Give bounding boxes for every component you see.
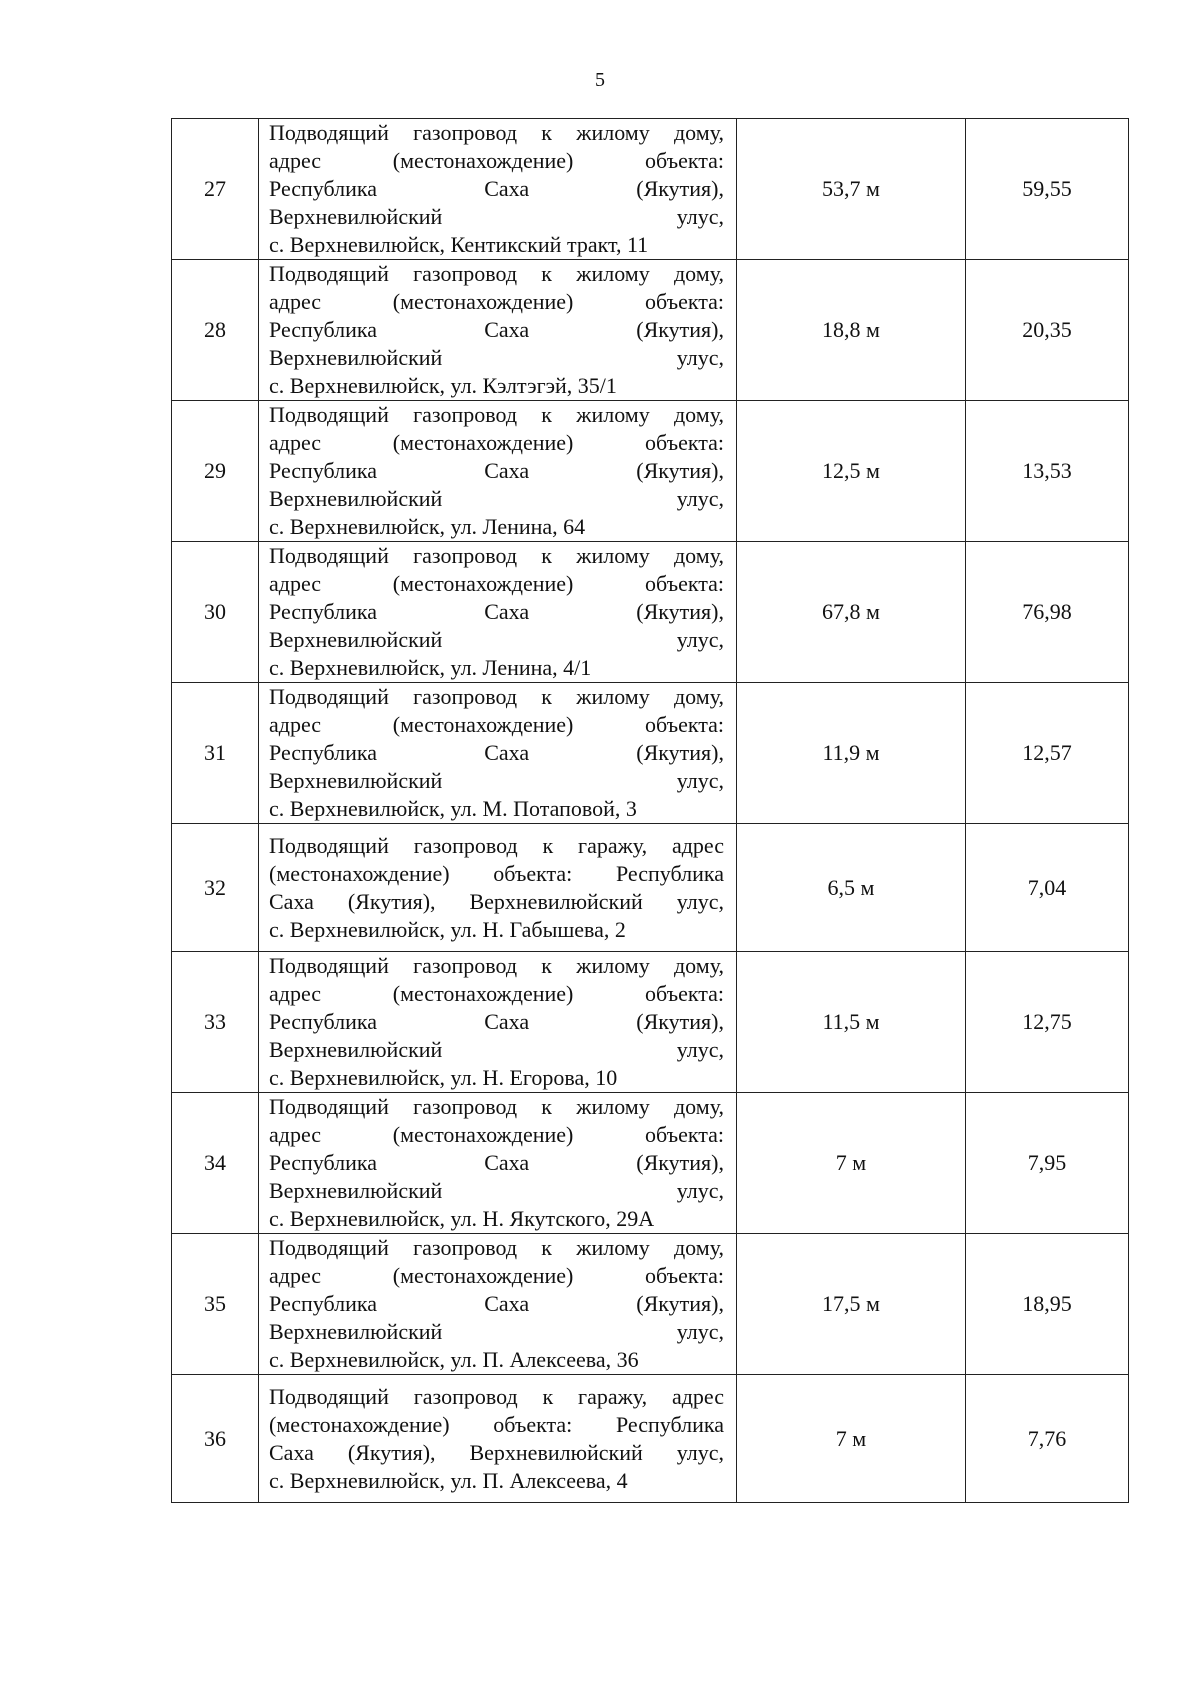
description-line: Республика Саха (Якутия), xyxy=(269,1291,724,1316)
row-number-cell: 33 xyxy=(172,952,259,1093)
description-line: Республика Саха (Якутия), xyxy=(269,317,724,342)
description-line: адрес (местонахождение) объекта: xyxy=(269,148,724,173)
table-row xyxy=(172,683,1129,824)
description-line: Верхневилюйский улус, xyxy=(269,768,724,793)
object-description-cell xyxy=(259,824,737,952)
table-row xyxy=(172,260,1129,401)
description-line: Подводящий газопровод к гаражу, адрес xyxy=(269,832,724,858)
length-cell: 7 м xyxy=(737,1093,966,1234)
description-line: с. Верхневилюйск, ул. Ленина, 4/1 xyxy=(269,655,592,680)
row-number-cell: 32 xyxy=(172,824,259,952)
description-line: с. Верхневилюйск, ул. М. Потаповой, 3 xyxy=(269,796,637,821)
description-line: Подводящий газопровод к жилому дому, xyxy=(269,543,724,568)
table-row xyxy=(172,952,1129,1093)
value-cell: 7,76 xyxy=(966,1375,1129,1503)
row-number-cell: 29 xyxy=(172,401,259,542)
object-description-cell xyxy=(259,1093,737,1234)
table-body xyxy=(172,119,1129,1503)
table-row xyxy=(172,542,1129,683)
description-line: адрес (местонахождение) объекта: xyxy=(269,289,724,314)
object-description-cell xyxy=(259,1234,737,1375)
description-line: Саха (Якутия), Верхневилюйский улус, xyxy=(269,888,724,914)
description-line: Подводящий газопровод к жилому дому, xyxy=(269,402,724,427)
description-line: Верхневилюйский улус, xyxy=(269,345,724,370)
value-cell: 59,55 xyxy=(966,119,1129,260)
length-cell: 11,9 м xyxy=(737,683,966,824)
description-line: с. Верхневилюйск, ул. Н. Габышева, 2 xyxy=(269,916,626,942)
table-row xyxy=(172,824,1129,952)
description-line: с. Верхневилюйск, ул. П. Алексеева, 4 xyxy=(269,1467,628,1493)
description-line: Республика Саха (Якутия), xyxy=(269,458,724,483)
object-description-cell xyxy=(259,952,737,1093)
row-number-cell: 31 xyxy=(172,683,259,824)
value-cell: 13,53 xyxy=(966,401,1129,542)
description-line: адрес (местонахождение) объекта: xyxy=(269,712,724,737)
row-number-cell: 36 xyxy=(172,1375,259,1503)
row-number-cell: 30 xyxy=(172,542,259,683)
description-line: с. Верхневилюйск, ул. Н. Егорова, 10 xyxy=(269,1065,618,1090)
row-number-cell: 34 xyxy=(172,1093,259,1234)
table-row xyxy=(172,1093,1129,1234)
description-line: Подводящий газопровод к жилому дому, xyxy=(269,684,724,709)
length-cell: 17,5 м xyxy=(737,1234,966,1375)
description-line: Саха (Якутия), Верхневилюйский улус, xyxy=(269,1439,724,1465)
description-line: Республика Саха (Якутия), xyxy=(269,176,724,201)
description-line: (местонахождение) объекта: Республика xyxy=(269,1411,724,1437)
length-cell: 18,8 м xyxy=(737,260,966,401)
description-line: Верхневилюйский улус, xyxy=(269,204,724,229)
description-line: с. Верхневилюйск, ул. Ленина, 64 xyxy=(269,514,586,539)
length-cell: 53,7 м xyxy=(737,119,966,260)
value-cell: 7,95 xyxy=(966,1093,1129,1234)
description-line: Подводящий газопровод к жилому дому, xyxy=(269,261,724,286)
description-line: Верхневилюйский улус, xyxy=(269,1319,724,1344)
length-cell: 12,5 м xyxy=(737,401,966,542)
description-line: (местонахождение) объекта: Республика xyxy=(269,860,724,886)
table-row xyxy=(172,1375,1129,1503)
length-cell: 7 м xyxy=(737,1375,966,1503)
description-line: Республика Саха (Якутия), xyxy=(269,1150,724,1175)
description-line: с. Верхневилюйск, ул. П. Алексеева, 36 xyxy=(269,1347,639,1372)
value-cell: 12,57 xyxy=(966,683,1129,824)
description-line: Верхневилюйский улус, xyxy=(269,486,724,511)
value-cell: 18,95 xyxy=(966,1234,1129,1375)
description-line: адрес (местонахождение) объекта: xyxy=(269,981,724,1006)
row-number-cell: 27 xyxy=(172,119,259,260)
object-description-cell xyxy=(259,119,737,260)
row-number-cell: 35 xyxy=(172,1234,259,1375)
description-line: Подводящий газопровод к гаражу, адрес xyxy=(269,1383,724,1409)
description-line: адрес (местонахождение) объекта: xyxy=(269,1263,724,1288)
value-cell: 20,35 xyxy=(966,260,1129,401)
value-cell: 12,75 xyxy=(966,952,1129,1093)
description-line: адрес (местонахождение) объекта: xyxy=(269,571,724,596)
description-line: адрес (местонахождение) объекта: xyxy=(269,430,724,455)
description-line: Верхневилюйский улус, xyxy=(269,1178,724,1203)
description-line: Подводящий газопровод к жилому дому, xyxy=(269,1235,724,1260)
description-line: Республика Саха (Якутия), xyxy=(269,1009,724,1034)
length-cell: 67,8 м xyxy=(737,542,966,683)
objects-table xyxy=(171,118,1129,1503)
page-number: 5 xyxy=(595,69,605,91)
length-cell: 11,5 м xyxy=(737,952,966,1093)
description-line: с. Верхневилюйск, ул. Кэлтэгэй, 35/1 xyxy=(269,373,617,398)
row-number-cell: 28 xyxy=(172,260,259,401)
value-cell: 7,04 xyxy=(966,824,1129,952)
description-line: Верхневилюйский улус, xyxy=(269,627,724,652)
description-line: Подводящий газопровод к жилому дому, xyxy=(269,1094,724,1119)
description-line: Подводящий газопровод к жилому дому, xyxy=(269,120,724,145)
object-description-cell xyxy=(259,1375,737,1503)
object-description-cell xyxy=(259,542,737,683)
value-cell: 76,98 xyxy=(966,542,1129,683)
table-row xyxy=(172,119,1129,260)
object-description-cell xyxy=(259,683,737,824)
object-description-cell xyxy=(259,260,737,401)
description-line: Республика Саха (Якутия), xyxy=(269,740,724,765)
object-description-cell xyxy=(259,401,737,542)
table-row xyxy=(172,401,1129,542)
description-line: Республика Саха (Якутия), xyxy=(269,599,724,624)
length-cell: 6,5 м xyxy=(737,824,966,952)
description-line: адрес (местонахождение) объекта: xyxy=(269,1122,724,1147)
description-line: с. Верхневилюйск, ул. Н. Якутского, 29А xyxy=(269,1206,655,1231)
description-line: с. Верхневилюйск, Кентикский тракт, 11 xyxy=(269,232,649,257)
table-row xyxy=(172,1234,1129,1375)
description-line: Верхневилюйский улус, xyxy=(269,1037,724,1062)
description-line: Подводящий газопровод к жилому дому, xyxy=(269,953,724,978)
